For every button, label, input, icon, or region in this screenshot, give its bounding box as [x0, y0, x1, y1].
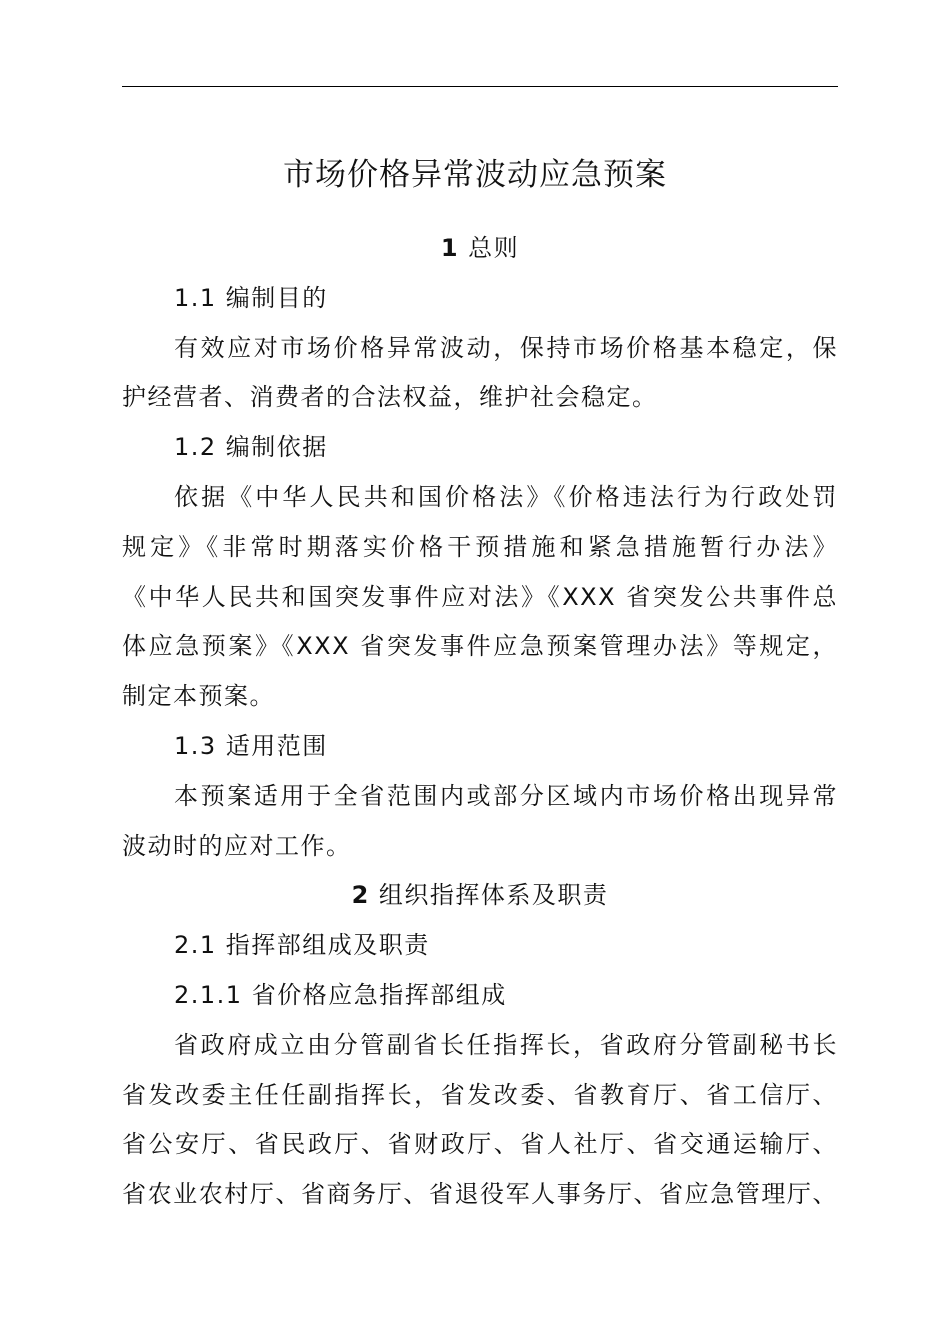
paragraph-basis — [122, 473, 838, 722]
section-heading-1 — [122, 224, 838, 274]
document-body — [122, 224, 838, 1220]
section-number: 2 — [351, 881, 370, 910]
subsection-heading-2-1: 2.1 指挥部组成及职责 — [174, 931, 430, 960]
subsection-heading-1-3: 1.3 适用范围 — [174, 731, 328, 760]
paragraph-line: 省公安厅、省民政厅、省财政厅、省人社厅、省交通运输厅、 — [122, 1130, 838, 1159]
paragraph-line: 依据《中华人民共和国价格法》《价格违法行为行政处罚 — [174, 482, 838, 511]
paragraph-line: 本预案适用于全省范围内或部分区域内市场价格出现异常 — [174, 781, 838, 810]
document-title: 市场价格异常波动应急预案 — [283, 157, 667, 193]
paragraph-line: 体应急预案》《XXX 省突发事件应急预案管理办法》等规定， — [122, 632, 838, 661]
section-number: 1 — [440, 234, 460, 262]
section-title: 总则 — [468, 234, 520, 262]
paragraph-line: 省发改委主任任副指挥长，省发改委、省教育厅、省工信厅、 — [122, 1080, 838, 1109]
paragraph-command-composition — [122, 1021, 838, 1220]
subsection-heading-1-1: 1.1 编制目的 — [174, 283, 328, 312]
paragraph-line: 省农业农村厅、省商务厅、省退役军人事务厅、省应急管理厅、 — [122, 1180, 838, 1209]
paragraph-line: 有效应对市场价格异常波动，保持市场价格基本稳定，保 — [174, 333, 838, 362]
subsection-heading-1-2: 1.2 编制依据 — [174, 433, 328, 462]
paragraph-line: 规定》《非常时期落实价格干预措施和紧急措施暂行办法》 — [122, 532, 838, 561]
paragraph-line: 省政府成立由分管副省长任指挥长，省政府分管副秘书长 — [174, 1030, 838, 1059]
section-heading-2 — [122, 871, 838, 921]
header-rule — [122, 86, 838, 87]
paragraph-line: 制定本预案。 — [122, 682, 275, 711]
paragraph-scope — [122, 772, 838, 872]
paragraph-purpose — [122, 324, 838, 424]
paragraph-line: 护经营者、消费者的合法权益，维护社会稳定。 — [122, 383, 658, 412]
paragraph-line: 波动时的应对工作。 — [122, 831, 352, 860]
paragraph-line: 《中华人民共和国突发事件应对法》《XXX 省突发公共事件总 — [122, 582, 838, 611]
section-title: 组织指挥体系及职责 — [378, 881, 609, 910]
subsection-heading-2-1-1: 2.1.1 省价格应急指挥部组成 — [174, 980, 507, 1009]
